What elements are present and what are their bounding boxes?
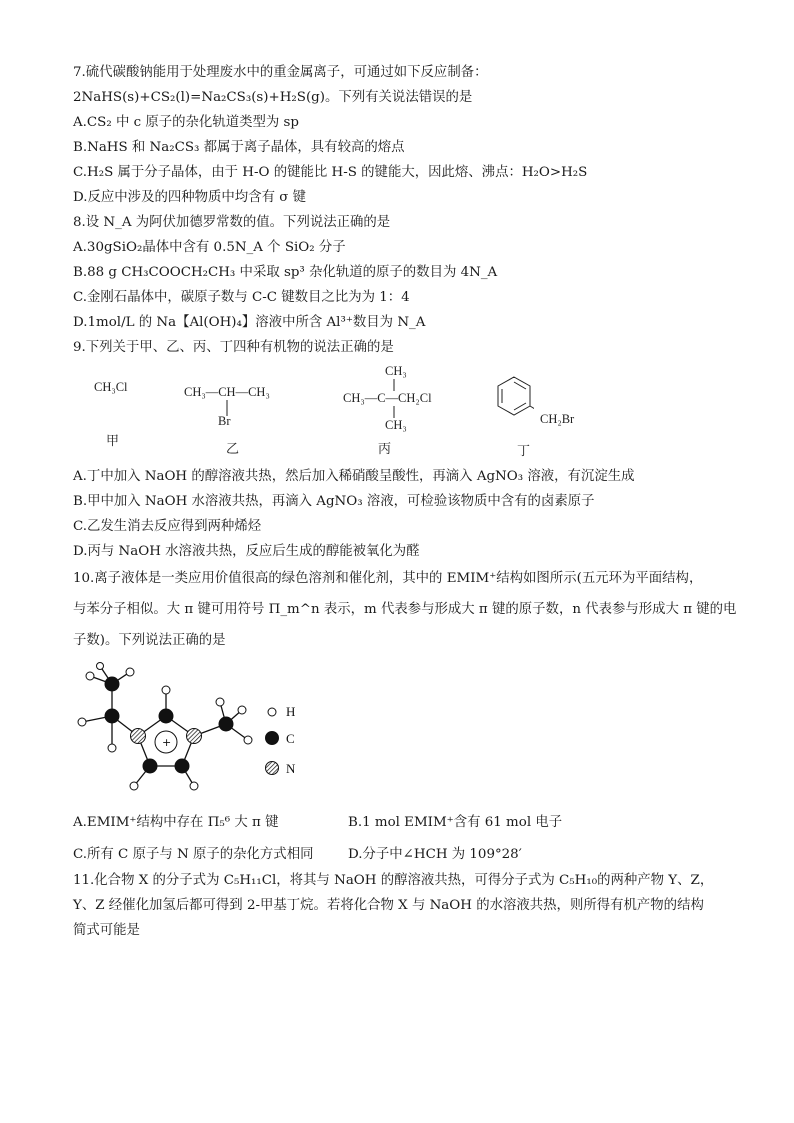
- q10-option-c: C.所有 C 原子与 N 原子的杂化方式相同: [73, 847, 314, 862]
- q10-option-b: B.1 mol EMIM⁺含有 61 mol 电子: [348, 815, 563, 830]
- q11-line2: Y、Z 经催化加氢后都可得到 2-甲基丁烷。若将化合物 X 与 NaOH 的水溶液共热，则所得有机产物的结构: [73, 898, 704, 913]
- legend-h-label: H: [286, 704, 296, 719]
- q8-option-b: B.88 g CH₃COOCH₂CH₃ 中采取 sp³ 杂化轨道的原子的数目为 4N_A: [73, 265, 498, 280]
- structure-bing-chain: CH₃—C—CH₂Cl: [343, 391, 432, 405]
- benzene-ring-icon: [494, 374, 534, 420]
- q9-option-c: C.乙发生消去反应得到两种烯烃: [73, 519, 262, 534]
- q10-option-d: D.分子中∠HCH 为 109°28′: [348, 847, 522, 862]
- structure-yi-chain: CH₃—CH—CH₃: [184, 385, 270, 399]
- legend-c-icon: [266, 732, 279, 745]
- q9-stem: 9.下列关于甲、乙、丙、丁四种有机物的说法正确的是: [73, 340, 394, 355]
- q7-stem: 7.硫代碳酸钠能用于处理废水中的重金属离子，可通过如下反应制备：: [73, 65, 488, 80]
- q7-option-d: D.反应中涉及的四种物质中均含有 σ 键: [73, 190, 307, 205]
- label-bing: 丙: [378, 442, 392, 457]
- q10-option-a: A.EMIM⁺结构中存在 Π₅⁶ 大 π 键: [73, 815, 279, 830]
- structure-bing-top: CH₃: [385, 364, 407, 378]
- structure-bing-bottom: CH₃: [385, 418, 407, 432]
- q7-equation: 2NaHS(s)+CS₂(l)=Na₂CS₃(s)+H₂S(g)。下列有关说法错误的是: [73, 90, 473, 105]
- ring-charge-plus: +: [162, 736, 172, 749]
- q8-option-a: A.30gSiO₂晶体中含有 0.5N_A 个 SiO₂ 分子: [73, 240, 346, 255]
- q10-stem-line1: 10.离子液体是一类应用价值很高的绿色溶剂和催化剂，其中的 EMIM⁺结构如图所示(五元环为平面结构，: [73, 571, 703, 586]
- q8-stem: 8.设 N_A 为阿伏加德罗常数的值。下列说法正确的是: [73, 215, 391, 230]
- label-ding: 丁: [517, 444, 531, 459]
- label-jia: 甲: [106, 434, 120, 449]
- emim-molecule-model: [70, 662, 370, 802]
- q9-option-b: B.甲中加入 NaOH 水溶液共热，再滴入 AgNO₃ 溶液，可检验该物质中含有的卤素原子: [73, 494, 595, 509]
- q11-line1: 11.化合物 X 的分子式为 C₅H₁₁Cl，将其与 NaOH 的醇溶液共热，可得分子式为 C₅H₁₀的两种产物 Y、Z，: [73, 873, 714, 888]
- legend-c-label: C: [286, 731, 295, 746]
- q7-option-b: B.NaHS 和 Na₂CS₃ 都属于离子晶体，具有较高的熔点: [73, 140, 405, 155]
- structure-ding-substituent: CH₂Br: [540, 412, 575, 426]
- q9-option-a: A.丁中加入 NaOH 的醇溶液共热，然后加入稀硝酸呈酸性，再滴入 AgNO₃ 溶液，有沉淀生成: [73, 469, 635, 484]
- legend-n-label: N: [286, 761, 296, 776]
- q8-option-d: D.1mol/L 的 Na【Al(OH)₄】溶液中所含 Al³⁺数目为 N_A: [73, 315, 426, 330]
- structure-yi-br: Br: [218, 414, 231, 428]
- q9-option-d: D.丙与 NaOH 水溶液共热，反应后生成的醇能被氧化为醛: [73, 544, 420, 559]
- q11-line3: 简式可能是: [73, 923, 140, 938]
- label-yi: 乙: [226, 442, 240, 457]
- q10-stem-line2: 与苯分子相似。大 π 键可用符号 Π_m^n 表示，m 代表参与形成大 π 键的原子数，n 代表参与形成大 π 键的电: [73, 602, 737, 617]
- structure-jia: CH₃Cl: [94, 380, 128, 394]
- legend-h-icon: [268, 708, 276, 716]
- legend-n-icon: [266, 762, 279, 775]
- structure-bing-bond-top: [391, 379, 397, 391]
- q10-stem-line3: 子数)。下列说法正确的是: [73, 633, 226, 648]
- structure-bing-bond-bottom: [391, 406, 397, 418]
- q7-option-a: A.CS₂ 中 c 原子的杂化轨道类型为 sp: [73, 115, 299, 130]
- q8-option-c: C.金刚石晶体中，碳原子数与 C-C 键数目之比为为 1：4: [73, 290, 410, 305]
- q7-option-c: C.H₂S 属于分子晶体，由于 H-O 的键能比 H-S 的键能大，因此熔、沸点：H₂O>H₂S: [73, 165, 588, 180]
